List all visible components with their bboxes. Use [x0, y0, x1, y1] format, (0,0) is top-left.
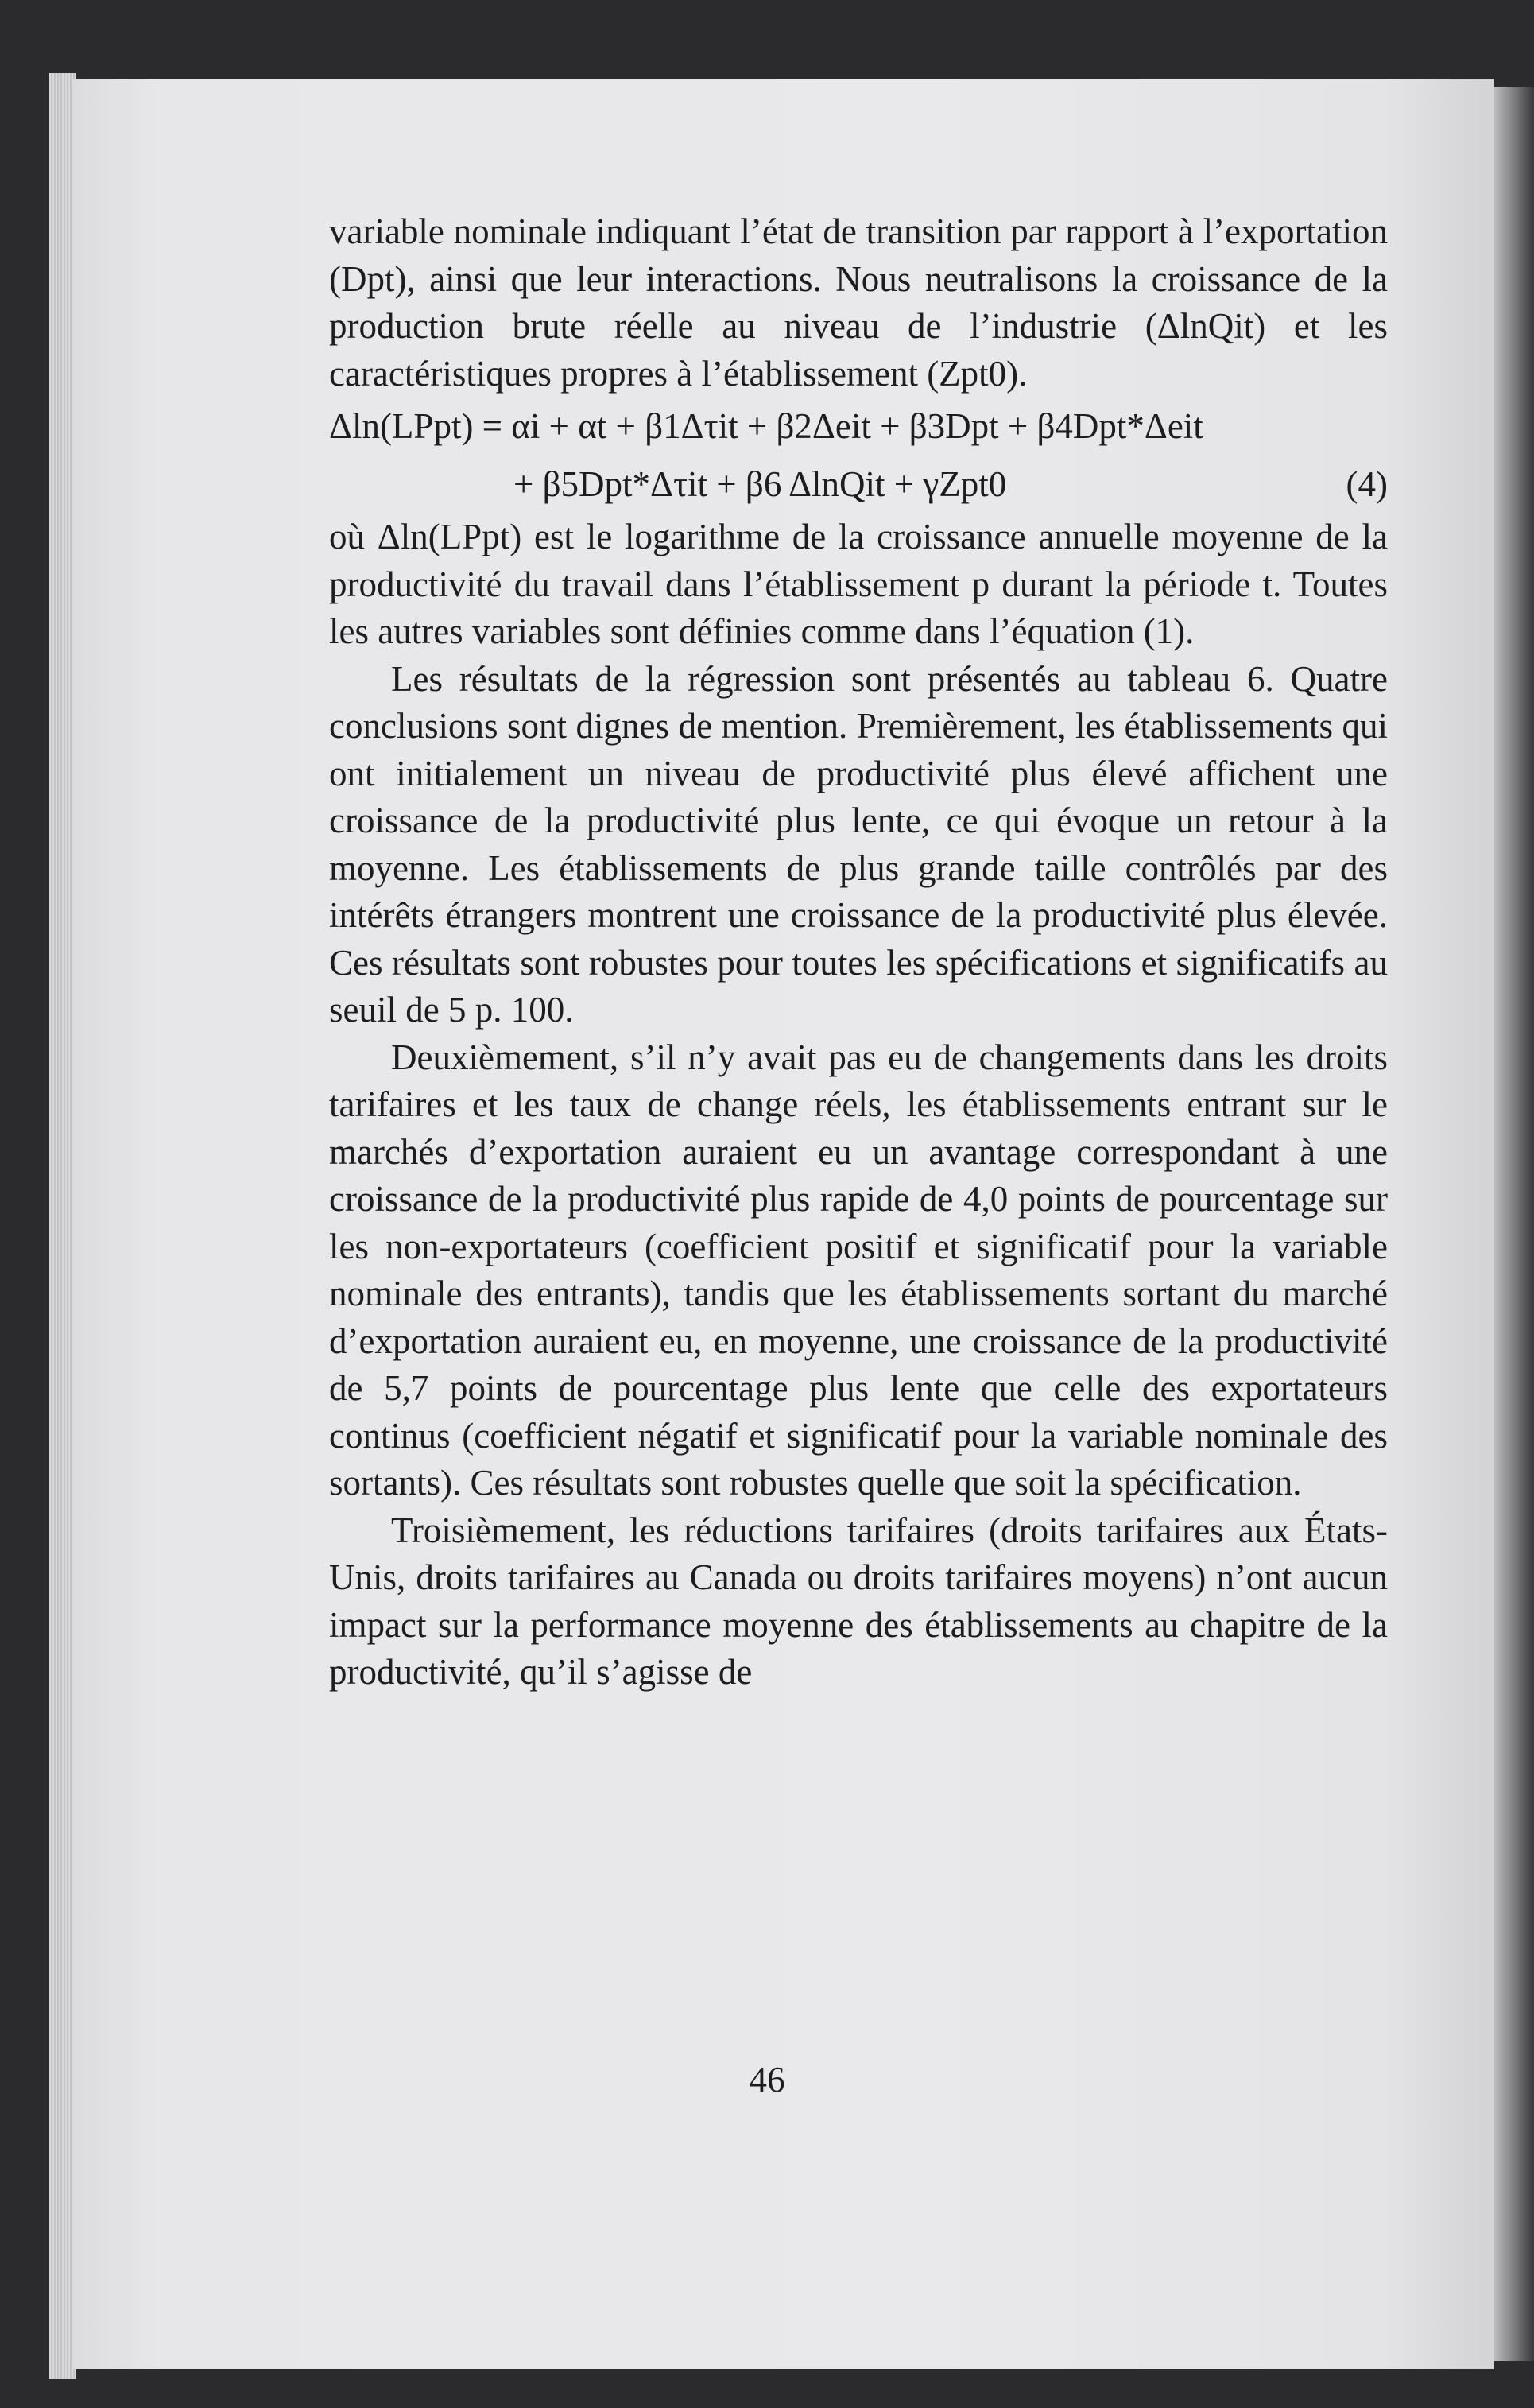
- equation-line-2-text: + β5Dpt*Δτit + β6 ΔlnQit + γZpt0: [513, 464, 1007, 504]
- equation-line-1: Δln(LPpt) = αi + αt + β1Δτit + β2Δeit + β3Dpt + β4Dpt*Δeit: [329, 406, 1203, 446]
- paragraph-1: variable nominale indiquant l’état de transition par rapport à l’exportation (Dpt), ainsi que leur interactions. Nous neutralisons la croissance de la production brute réelle au niveau de l’industrie (ΔlnQit) et les caractéristiques propres à l’établissement (Zpt0).: [329, 211, 1388, 394]
- paragraph-5: Troisièmement, les réductions tarifaires (droits tarifaires aux États-Unis, droits tarifaires au Canada ou droits tarifaires moyens) n’ont aucun impact sur la performance moyenne des établissements au chapitre de la productivité, qu’il s’agisse de: [329, 1510, 1388, 1692]
- page-edges: [49, 73, 76, 2379]
- body-text: [329, 208, 1388, 1696]
- paragraph-2: où Δln(LPpt) est le logarithme de la croissance annuelle moyenne de la productivité du travail dans l’établissement p durant la période t. Toutes les autres variables sont définies comme dans l’équation (1).: [329, 517, 1388, 651]
- equation-line-2: [329, 456, 1388, 514]
- page-number: 46: [749, 2060, 785, 2100]
- equation-number: (4): [1346, 464, 1388, 504]
- paragraph-4: Deuxièmement, s’il n’y avait pas eu de changements dans les droits tarifaires et les taux de change réels, les établissements entrant sur le marchés d’exportation auraient eu un avantage correspondant à une croissance de la productivité plus rapide de 4,0 points de pourcentage sur les non-exportateurs (coefficient positif et significatif pour la variable nominale des entrants), tandis que les établissements sortant du marché d’exportation auraient eu, en moyenne, une croissance de la productivité de 5,7 points de pourcentage plus lente que celle des exportateurs continus (coefficient négatif et significatif pour la variable nominale des sortants). Ces résultats sont robustes quelle que soit la spécification.: [329, 1037, 1388, 1503]
- paragraph-3: Les résultats de la régression sont présentés au tableau 6. Quatre conclusions sont dignes de mention. Premièrement, les établissements qui ont initialement un niveau de productivité plus élevé affichent une croissance de la productivité plus lente, ce qui évoque un retour à la moyenne. Les établissements de plus grande taille contrôlés par des intérêts étrangers montrent une croissance de la productivité plus élevée. Ces résultats sont robustes pour toutes les spécifications et significatifs au seuil de 5 p. 100.: [329, 658, 1388, 1030]
- binding-shadow: [1494, 87, 1534, 2361]
